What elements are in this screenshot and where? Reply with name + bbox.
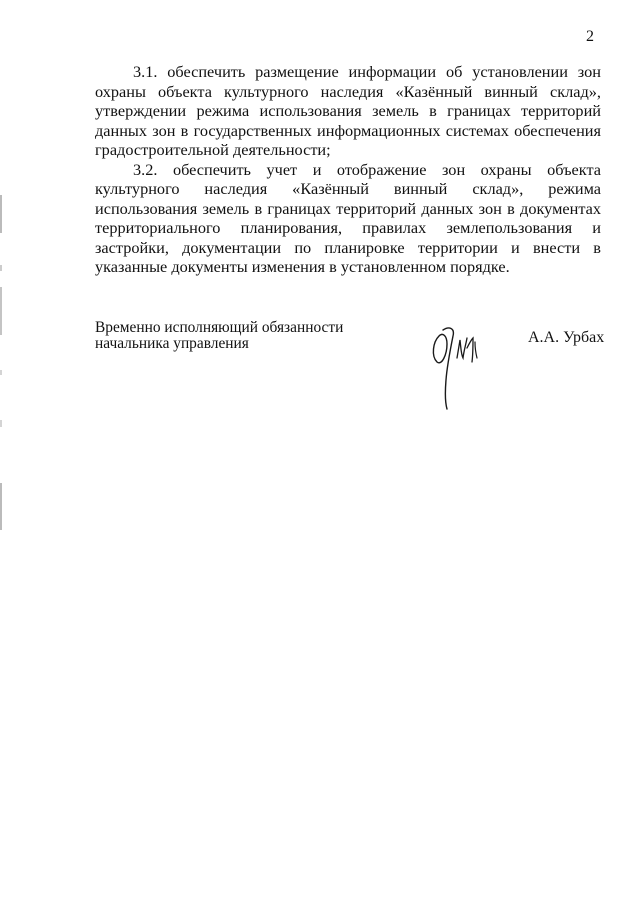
paragraph-3-2: 3.2. обеспечить учет и отображение зон охраны объекта культурного наследия «Казённый винный склад», режима использования земель в границах территорий данных зон в документах территориального планирования, правилах землепользования и застройки, документации по планировке территории и внести в указанные документы изменения в установленном порядке. bbox=[95, 159, 601, 276]
signer-position-line-2: начальника управления bbox=[95, 335, 249, 352]
paragraph-3-1: 3.1. обеспечить размещение информации об установлении зон охраны объекта культурного наследия «Казённый винный склад», утверждении режима использования земель в границах территорий данных зон в государственных информационных системах обеспечения градостроительной деятельности; bbox=[95, 62, 601, 159]
signature-block bbox=[95, 320, 605, 420]
handwritten-signature bbox=[425, 318, 495, 413]
page-number: 2 bbox=[586, 28, 594, 45]
signer-position-line-1: Временно исполняющий обязанности bbox=[95, 319, 344, 336]
signer-position bbox=[95, 320, 343, 352]
document-body bbox=[95, 62, 601, 277]
scan-margin-marks bbox=[0, 195, 4, 535]
signer-name: А.А. Урбах bbox=[528, 329, 605, 346]
